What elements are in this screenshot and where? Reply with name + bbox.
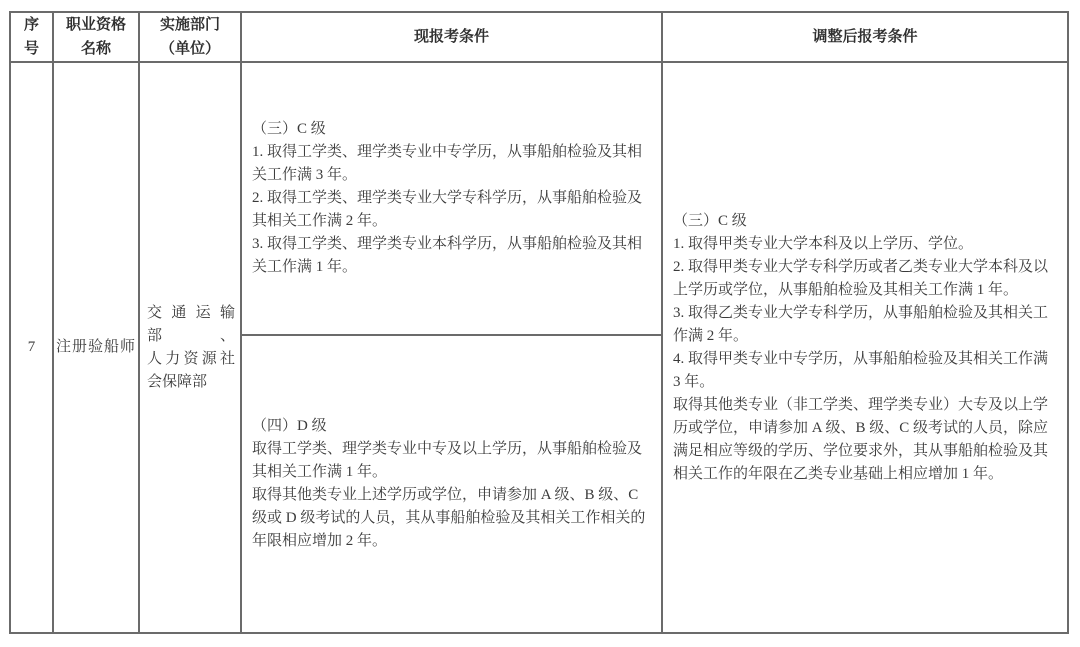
department-line: 会保障部: [147, 373, 208, 390]
header-serial-line1: 序: [23, 16, 39, 33]
condition-item: 1. 取得甲类专业大学本科及以上学历、学位。: [673, 235, 974, 252]
cell-adjusted-conditions-c-level: [662, 62, 1068, 633]
cell-implementing-department: [139, 62, 241, 633]
header-cell-implementing-department: [139, 12, 241, 62]
condition-title-c-level: （三）C 级: [673, 212, 747, 229]
header-row: [10, 12, 1068, 62]
header-serial-line2: 号: [23, 40, 39, 57]
condition-item: 取得其他类专业（非工学类、理学类专业）大专及以上学历或学位，申请参加 A 级、B 级、C 级考试的人员，除应满足相应等级的学历、学位要求外，其从事船舶检验及其相关工作的年限在乙类专业基础上相应增加 1 年。: [673, 396, 1049, 482]
cell-current-conditions-d-level: [241, 335, 662, 633]
header-cell-qualification-name: [53, 12, 139, 62]
header-cell-current-conditions: 现报考条件: [241, 12, 662, 62]
cell-serial-no: 7: [10, 62, 53, 633]
condition-item: 2. 取得甲类专业大学专科学历或者乙类专业大学本科及以上学历或学位，从事船舶检验及其相关工作满 1 年。: [673, 258, 1049, 298]
qualification-conditions-table: [9, 11, 1069, 634]
header-cell-serial-no: [10, 12, 53, 62]
header-department-line2: （单位）: [159, 40, 220, 57]
condition-item: 3. 取得乙类专业大学专科学历，从事船舶检验及其相关工作满 2 年。: [673, 304, 1049, 344]
cell-qualification-name: 注册验船师: [53, 62, 139, 633]
department-line: 人力资源社: [147, 350, 235, 367]
body-row-upper: [10, 62, 1068, 335]
header-department-line1: 实施部门: [159, 16, 220, 33]
condition-title-d-level: （四）D 级: [252, 418, 327, 434]
condition-item: 取得其他类专业上述学历或学位，申请参加 A 级、B 级、C 级或 D 级考试的人员，其从事船舶检验及其相关工作相关的年限相应增加 2 年。: [252, 487, 646, 549]
cell-current-conditions-c-level: [241, 62, 662, 335]
condition-title-c-level: （三）C 级: [252, 121, 326, 137]
condition-item: 2. 取得工学类、理学类专业大学专科学历，从事船舶检验及其相关工作满 2 年。: [252, 190, 643, 229]
header-name-line2: 名称: [80, 40, 111, 57]
condition-item: 1. 取得工学类、理学类专业中专学历，从事船舶检验及其相关工作满 3 年。: [252, 144, 643, 183]
department-line: 交通运输部、: [147, 304, 235, 344]
condition-item: 4. 取得甲类专业中专学历，从事船舶检验及其相关工作满 3 年。: [673, 350, 1049, 390]
condition-item: 取得工学类、理学类专业中专及以上学历，从事船舶检验及其相关工作满 1 年。: [252, 441, 643, 480]
condition-item: 3. 取得工学类、理学类专业本科学历，从事船舶检验及其相关工作满 1 年。: [252, 236, 643, 275]
header-name-line1: 职业资格: [65, 16, 126, 33]
header-cell-adjusted-conditions: 调整后报考条件: [662, 12, 1068, 62]
